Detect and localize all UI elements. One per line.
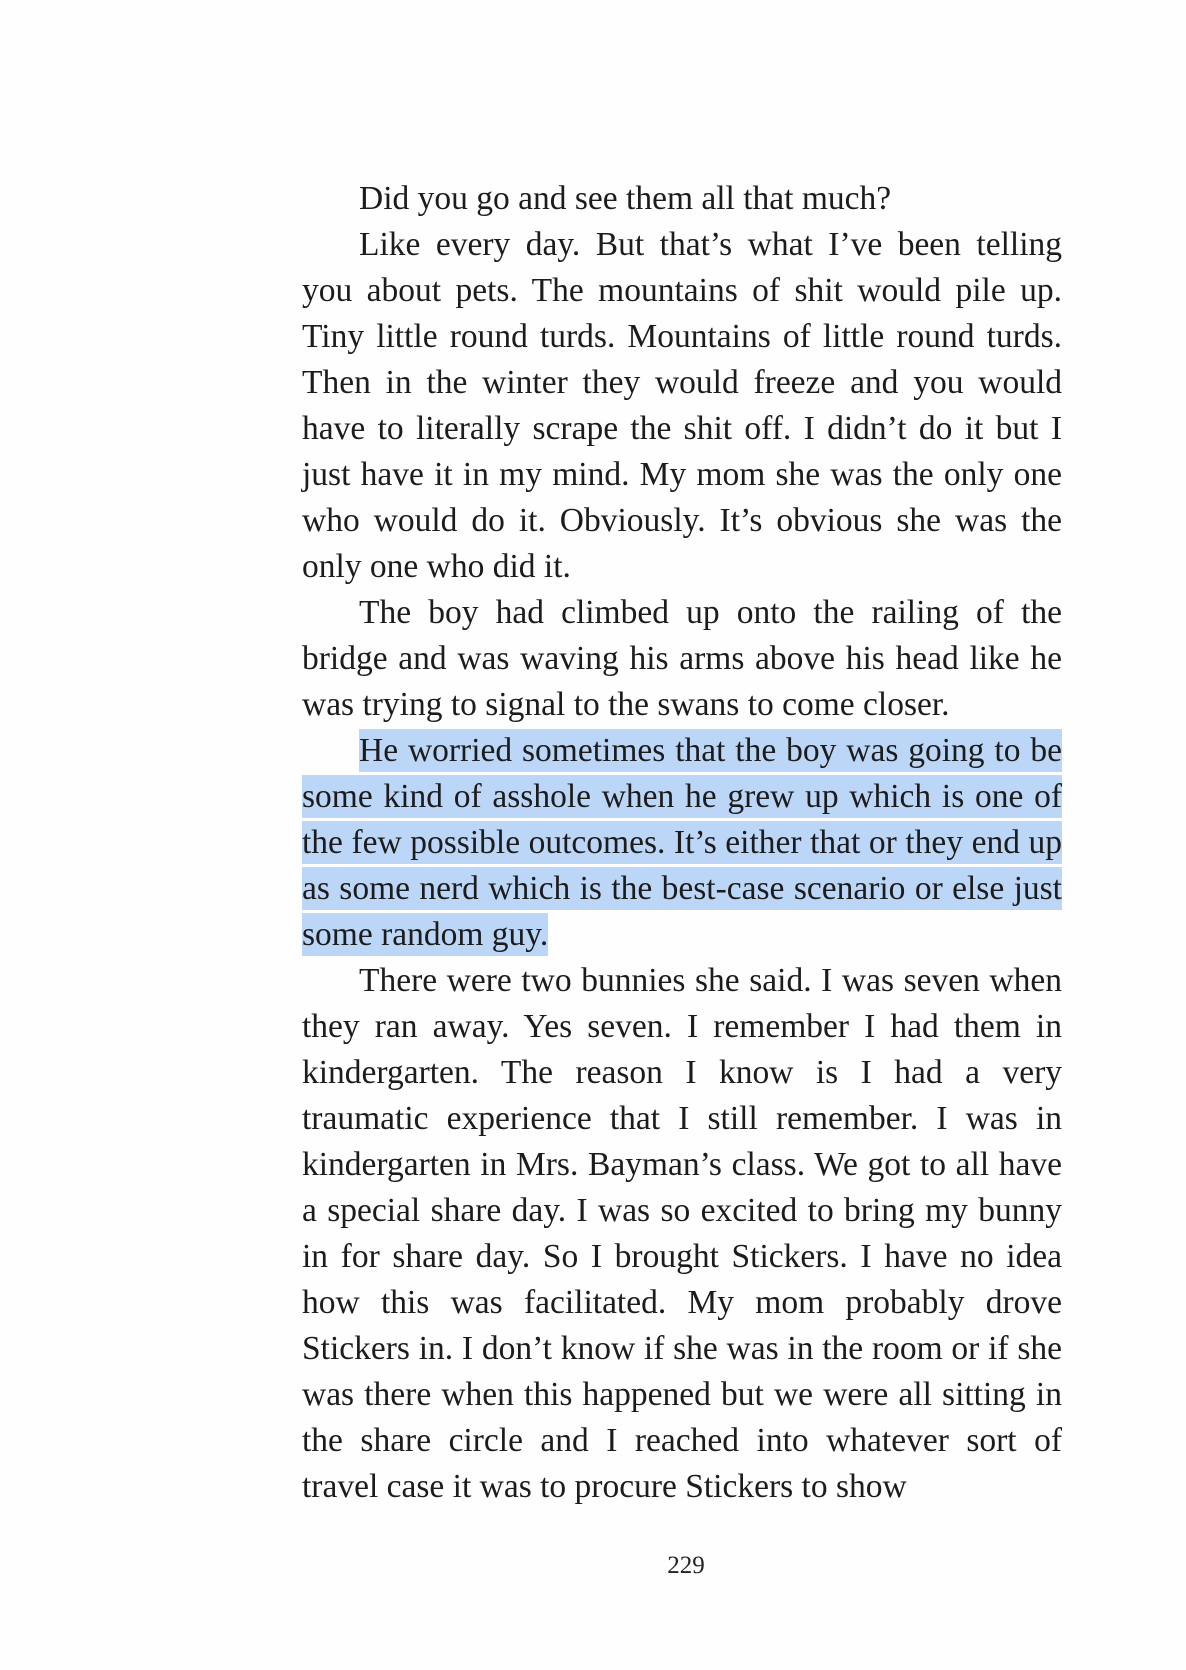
paragraph-highlighted[interactable] xyxy=(302,728,1062,958)
page-number: 229 xyxy=(667,1552,705,1579)
paragraph-question[interactable]: Did you go and see them all that much? xyxy=(359,180,892,217)
paragraph-pets[interactable]: Like every day. But that’s what I’ve been telling you about pets. The mountains of shit would pile up. Tiny little round turds. Mountains of little round turds. Then in the winter they would freeze and you would have to literally scrape the shit off. I didn’t do it but I just have it in my mind. My mom she was the only one who would do it. Obviously. It’s obvious she was the only one who did it. xyxy=(302,226,1062,585)
paragraph-bunnies[interactable]: There were two bunnies she said. I was seven when they ran away. Yes seven. I remember I had them in kindergarten. The reason I know is I had a very traumatic experience that I still remember. I was in kindergarten in Mrs. Bayman’s class. We got to all have a special share day. I was so excited to bring my bunny in for share day. So I brought Stickers. I have no idea how this was facilitated. My mom probably drove Stickers in. I don’t know if she was in the room or if she was there when this happened but we were all sitting in the share circle and I reached into whatever sort of travel case it was to procure Stickers to show xyxy=(302,962,1062,1505)
body-text xyxy=(302,176,1062,1510)
paragraph-bridge[interactable]: The boy had climbed up onto the railing of the bridge and was waving his arms above his head like he was trying to signal to the swans to come closer. xyxy=(302,594,1062,723)
text-highlight[interactable]: He worried sometimes that the boy was going to be some kind of asshole when he grew up which is one of the few possible outcomes. It’s either that or they end up as some nerd which is the best-case scenario or else just some random guy. xyxy=(302,729,1062,956)
